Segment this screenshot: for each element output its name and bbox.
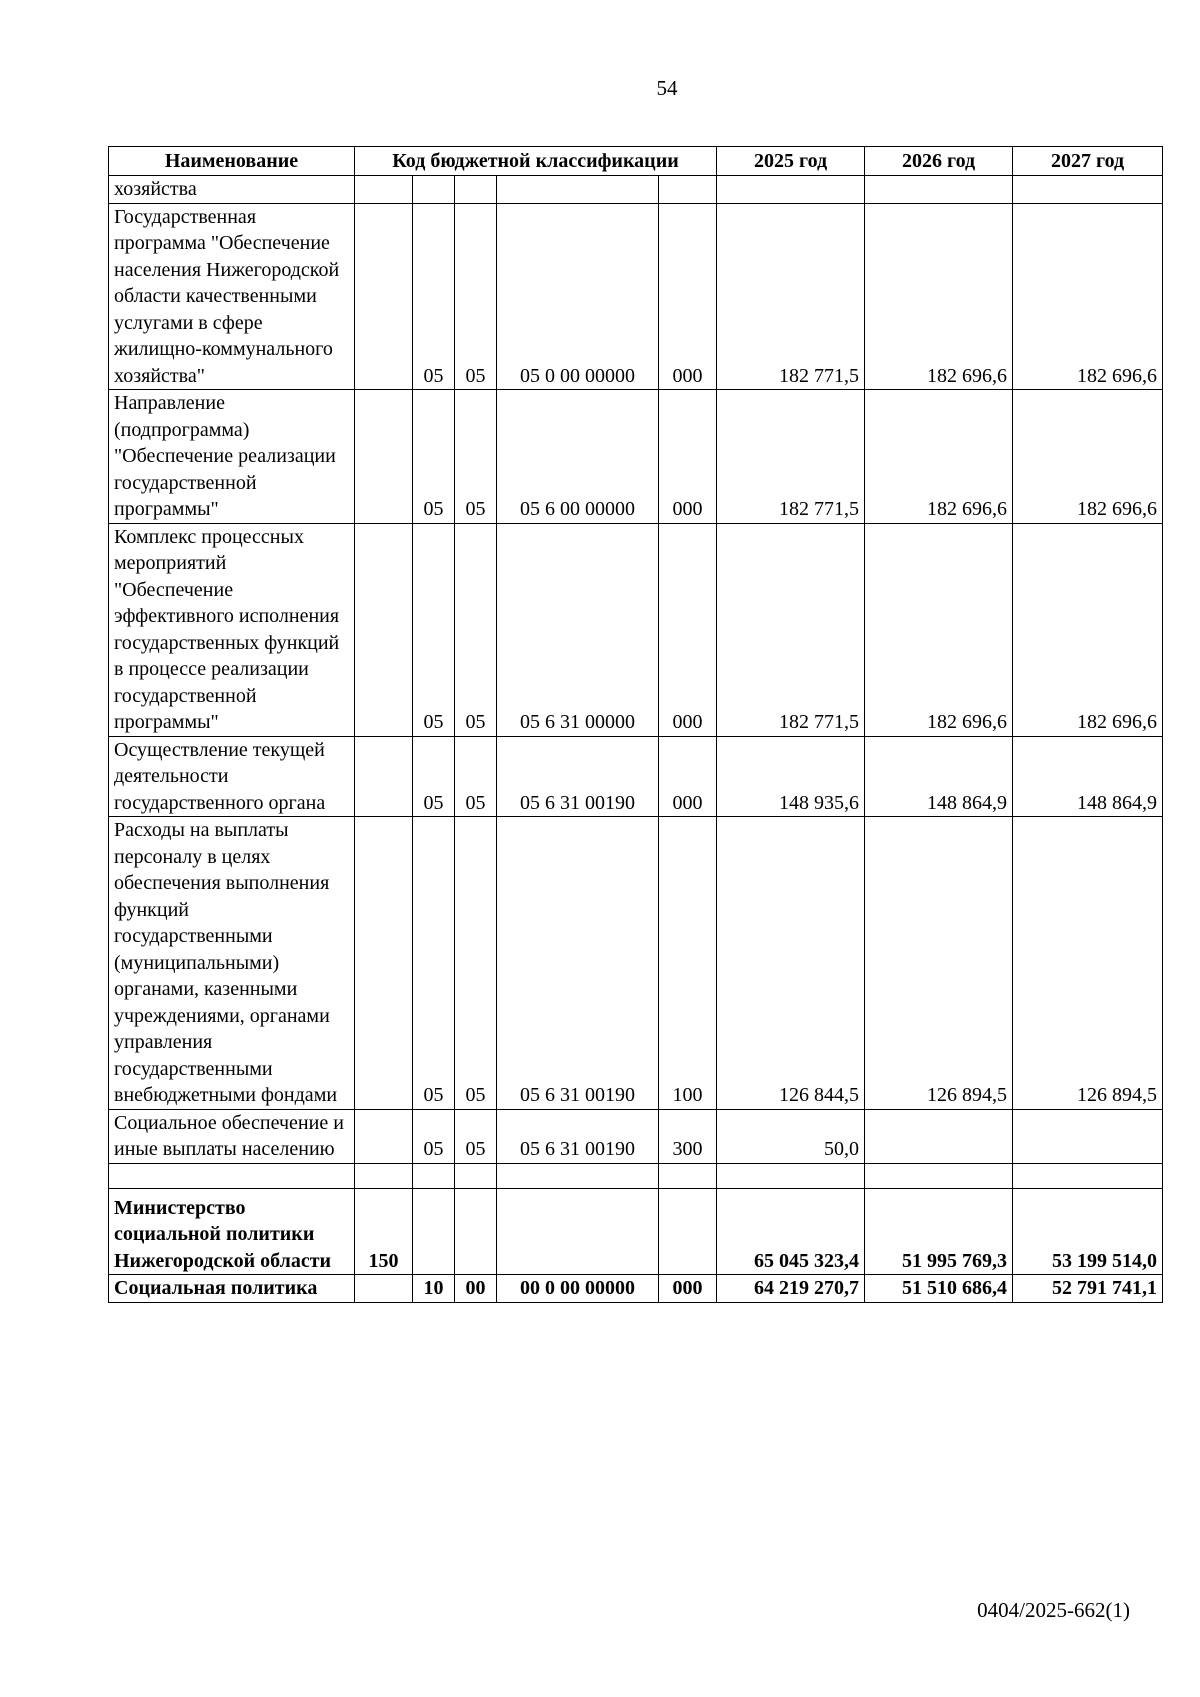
code-section: 05 (413, 1109, 455, 1163)
code-subsection (455, 1188, 497, 1275)
header-2026: 2026 год (865, 147, 1013, 176)
code-expense-type (659, 176, 717, 204)
page-number: 54 (656, 76, 678, 100)
code-ministry (355, 817, 413, 1110)
code-ministry (355, 1109, 413, 1163)
code-target-article: 05 6 31 00000 (497, 523, 659, 736)
amount-2027: 182 696,6 (1013, 203, 1163, 390)
code-section: 05 (413, 390, 455, 524)
code-subsection: 05 (455, 1109, 497, 1163)
row-name: Социальная политика (109, 1275, 355, 1303)
amount-2026: 182 696,6 (865, 203, 1013, 390)
code-expense-type: 000 (659, 390, 717, 524)
code-section: 05 (413, 817, 455, 1110)
code-ministry (355, 523, 413, 736)
amount-2025: 182 771,5 (717, 390, 865, 524)
amount-2025: 50,0 (717, 1109, 865, 1163)
code-subsection: 05 (455, 203, 497, 390)
code-target-article: 05 0 00 00000 (497, 203, 659, 390)
amount-2025: 182 771,5 (717, 523, 865, 736)
document-code: 0404/2025-662(1) (977, 1598, 1130, 1622)
row-name: Министерство социальной политики Нижегородской области (109, 1188, 355, 1275)
amount-2026 (865, 1163, 1013, 1188)
amount-2026: 51 510 686,4 (865, 1275, 1013, 1303)
amount-2026: 182 696,6 (865, 390, 1013, 524)
code-expense-type: 100 (659, 817, 717, 1110)
code-section: 10 (413, 1275, 455, 1303)
table-row (109, 817, 1163, 1110)
amount-2027: 126 894,5 (1013, 817, 1163, 1110)
amount-2027 (1013, 1163, 1163, 1188)
code-section (413, 1188, 455, 1275)
code-ministry (355, 1163, 413, 1188)
code-target-article (497, 1163, 659, 1188)
row-name: хозяйства (109, 176, 355, 204)
table-row (109, 1275, 1163, 1303)
amount-2027: 52 791 741,1 (1013, 1275, 1163, 1303)
code-target-article: 05 6 00 00000 (497, 390, 659, 524)
code-expense-type: 000 (659, 736, 717, 817)
code-section (413, 1163, 455, 1188)
header-2025: 2025 год (717, 147, 865, 176)
code-section: 05 (413, 523, 455, 736)
amount-2025: 64 219 270,7 (717, 1275, 865, 1303)
code-expense-type: 000 (659, 523, 717, 736)
amount-2027: 148 864,9 (1013, 736, 1163, 817)
header-name: Наименование (109, 147, 355, 176)
amount-2026: 148 864,9 (865, 736, 1013, 817)
code-subsection: 05 (455, 390, 497, 524)
code-target-article: 05 6 31 00190 (497, 1109, 659, 1163)
amount-2026: 126 894,5 (865, 817, 1013, 1110)
amount-2025 (717, 1163, 865, 1188)
code-ministry (355, 203, 413, 390)
code-target-article: 05 6 31 00190 (497, 817, 659, 1110)
table-row (109, 1188, 1163, 1275)
code-ministry (355, 390, 413, 524)
table-row (109, 176, 1163, 204)
row-name: Направление (подпрограмма) "Обеспечение реализации государственной программы" (109, 390, 355, 524)
code-subsection (455, 176, 497, 204)
code-target-article: 00 0 00 00000 (497, 1275, 659, 1303)
code-expense-type (659, 1188, 717, 1275)
amount-2026: 182 696,6 (865, 523, 1013, 736)
row-name: Осуществление текущей деятельности государственного органа (109, 736, 355, 817)
code-ministry (355, 1275, 413, 1303)
code-target-article: 05 6 31 00190 (497, 736, 659, 817)
code-ministry (355, 176, 413, 204)
code-subsection: 05 (455, 736, 497, 817)
code-subsection: 05 (455, 523, 497, 736)
table-row (109, 1163, 1163, 1188)
table-row (109, 1109, 1163, 1163)
code-subsection: 05 (455, 817, 497, 1110)
table-row (109, 736, 1163, 817)
code-ministry: 150 (355, 1188, 413, 1275)
code-expense-type: 000 (659, 203, 717, 390)
code-section (413, 176, 455, 204)
code-subsection (455, 1163, 497, 1188)
row-name (109, 1163, 355, 1188)
code-section: 05 (413, 203, 455, 390)
code-section: 05 (413, 736, 455, 817)
code-expense-type: 300 (659, 1109, 717, 1163)
amount-2026 (865, 176, 1013, 204)
amount-2026: 51 995 769,3 (865, 1188, 1013, 1275)
code-target-article (497, 1188, 659, 1275)
code-target-article (497, 176, 659, 204)
table-row (109, 523, 1163, 736)
amount-2027: 182 696,6 (1013, 390, 1163, 524)
row-name: Комплекс процессных мероприятий "Обеспечение эффективного исполнения государственных функций в процессе реализации государственной программы" (109, 523, 355, 736)
row-name: Социальное обеспечение и иные выплаты населению (109, 1109, 355, 1163)
amount-2025: 65 045 323,4 (717, 1188, 865, 1275)
row-name: Расходы на выплаты персоналу в целях обеспечения выполнения функций государственными (муниципальными) органами, казенными учреждениями, органами управления государственными внебюджетными фондами (109, 817, 355, 1110)
code-ministry (355, 736, 413, 817)
table-row (109, 203, 1163, 390)
budget-table (108, 146, 1163, 1303)
amount-2025 (717, 176, 865, 204)
amount-2025: 148 935,6 (717, 736, 865, 817)
amount-2027: 182 696,6 (1013, 523, 1163, 736)
row-name: Государственная программа "Обеспечение населения Нижегородской области качественными услугами в сфере жилищно-коммунального хозяйства" (109, 203, 355, 390)
code-subsection: 00 (455, 1275, 497, 1303)
amount-2025: 126 844,5 (717, 817, 865, 1110)
amount-2025: 182 771,5 (717, 203, 865, 390)
table-row (109, 390, 1163, 524)
header-2027: 2027 год (1013, 147, 1163, 176)
header-code: Код бюджетной классификации (355, 147, 717, 176)
amount-2027 (1013, 1109, 1163, 1163)
table-header-row (109, 147, 1163, 176)
amount-2027: 53 199 514,0 (1013, 1188, 1163, 1275)
code-expense-type: 000 (659, 1275, 717, 1303)
amount-2027 (1013, 176, 1163, 204)
amount-2026 (865, 1109, 1013, 1163)
code-expense-type (659, 1163, 717, 1188)
